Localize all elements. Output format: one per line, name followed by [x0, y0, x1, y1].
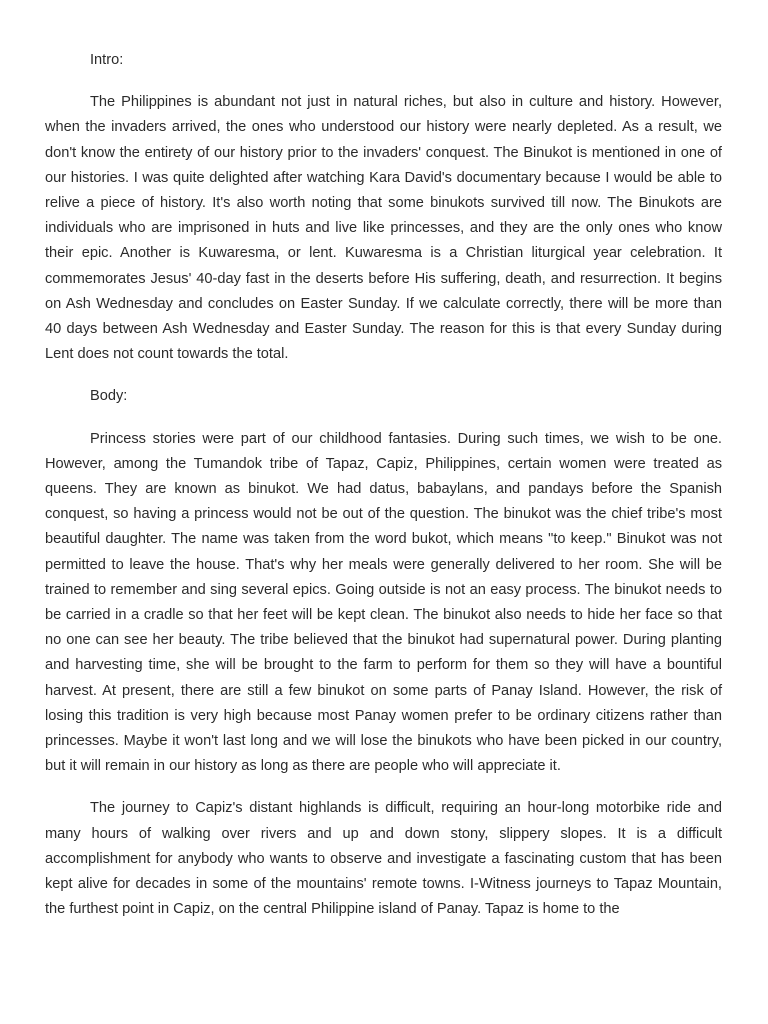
intro-heading: Intro:: [90, 52, 124, 68]
intro-paragraph: The Philippines is abundant not just in natural riches, but also in culture and history. However, when the invaders arrived, the ones who understood our history were nearly depleted. As a result, we don't know the entirety of our history prior to the invaders' conquest. The Binukot is mentioned in one of our histories. I was quite delighted after watching Kara David's documentary because I would be able to relive a piece of history. It's also worth noting that some binukots survived till now. The Binukots are individuals who are imprisoned in huts and live like princesses, and they are the only ones who know their epic. Another is Kuwaresma, or lent. Kuwaresma is a Christian liturgical year celebration. It commemorates Jesus' 40-day fast in the deserts before His suffering, death, and resurrection. It begins on Ash Wednesday and concludes on Easter Sunday. If we calculate correctly, there will be more than 40 days between Ash Wednesday and Easter Sunday. The reason for this is that every Sunday during Lent does not count towards the total.: [45, 94, 722, 363]
body-paragraph: The journey to Capiz's distant highlands is difficult, requiring an hour-long motorbike ride and many hours of walking over rivers and up and down stony, slippery slopes. It is a difficult accomplishment for anybody who wants to observe and investigate a fascinating custom that has been kept alive for decades in some of the mountains' remote towns. I-Witness journeys to Tapaz Mountain, the furthest point in Capiz, on the central Philippine island of Panay. Tapaz is home to the: [45, 800, 722, 918]
document-page: [45, 48, 722, 940]
body-paragraph: Princess stories were part of our childhood fantasies. During such times, we wish to be one. However, among the Tumandok tribe of Tapaz, Capiz, Philippines, certain women were treated as queens. They are known as binukot. We had datus, babaylans, and pandays before the Spanish conquest, so having a princess would not be out of the question. The binukot was the chief tribe's most beautiful daughter. The name was taken from the word bukot, which means "to keep." Binukot was not permitted to leave the house. That's why her meals were generally delivered to her room. She will be trained to remember and sing several epics. Going outside is not an easy process. The binukot needs to be carried in a cradle so that her feet will be kept clean. The binukot also needs to hide her face so that no one can see her beauty. The tribe believed that the binukot had supernatural power. During planting and harvesting time, she will be brought to the farm to perform for them so they will have a bountiful harvest. At present, there are still a few binukot on some parts of Panay Island. However, the risk of losing this tradition is very high because most Panay women prefer to be ordinary citizens rather than princesses. Maybe it won't last long and we will lose the binukots who have been picked in our country, but it will remain in our history as long as there are people who will appreciate it.: [45, 430, 722, 775]
body-heading: Body:: [90, 388, 128, 405]
